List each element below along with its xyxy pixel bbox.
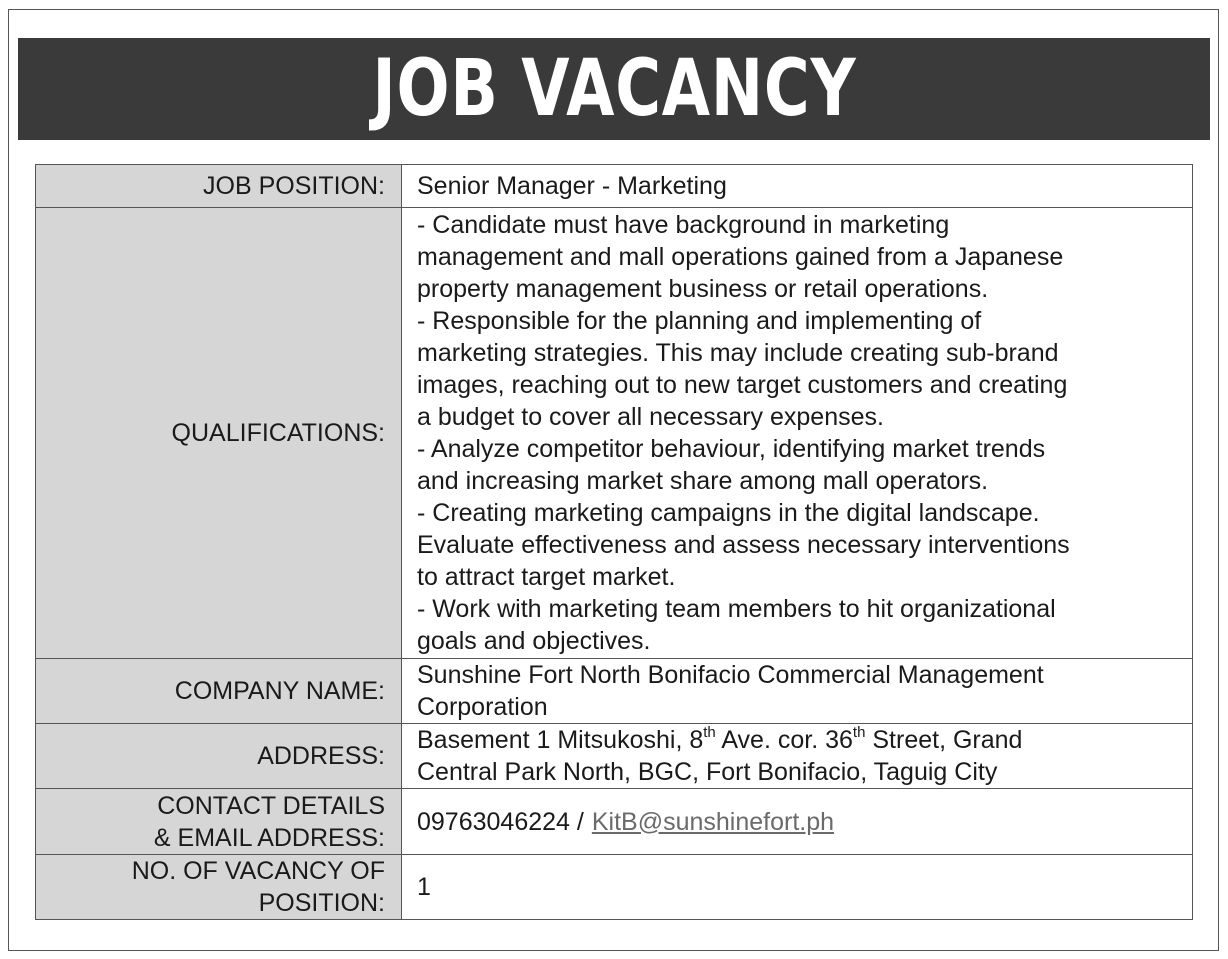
job-position-label: JOB POSITION: — [36, 165, 402, 208]
qualification-line: a budget to cover all necessary expenses. — [417, 403, 884, 431]
qualification-line: - Candidate must have background in marketing — [417, 211, 950, 239]
job-details-table — [35, 164, 1193, 920]
ordinal-suffix: th — [852, 724, 866, 741]
qualification-line: marketing strategies. This may include creating sub-brand — [417, 339, 1059, 367]
vacancies-value: 1 — [402, 855, 1193, 920]
qualification-line: - Analyze competitor behaviour, identifying market trends — [417, 435, 1046, 463]
company-name-line: Sunshine Fort North Bonifacio Commercial Management — [417, 661, 1044, 689]
qualifications-label: QUALIFICATIONS: — [36, 208, 402, 659]
address-text: Ave. cor. 36 — [715, 726, 853, 754]
address-label: ADDRESS: — [36, 724, 402, 789]
contact-label-line: & EMAIL ADDRESS: — [153, 823, 385, 852]
company-name-label: COMPANY NAME: — [36, 659, 402, 724]
vacancies-label — [36, 855, 402, 920]
ordinal-suffix: th — [703, 724, 716, 741]
qualification-line: Evaluate effectiveness and assess necessary interventions — [417, 531, 1070, 559]
qualification-line: goals and objectives. — [417, 627, 651, 655]
qualification-line: property management business or retail operations. — [417, 275, 989, 303]
address-line-1 — [417, 724, 1184, 756]
qualification-line: management and mall operations gained from a Japanese — [417, 243, 1064, 271]
contact-label — [36, 789, 402, 855]
job-position-row — [36, 165, 1193, 208]
company-name-line: Corporation — [417, 693, 548, 721]
qualifications-value — [402, 208, 1193, 659]
vacancies-label-line: NO. OF VACANCY OF — [131, 857, 385, 885]
qualification-line: - Responsible for the planning and implementing of — [417, 307, 982, 335]
contact-label-line: CONTACT DETAILS — [157, 791, 385, 820]
qualification-line: and increasing market share among mall operators. — [417, 467, 989, 495]
vacancies-label-line: POSITION: — [258, 889, 385, 917]
company-name-value — [402, 659, 1193, 724]
address-row — [36, 724, 1193, 789]
address-text: Street, Grand — [865, 726, 1023, 754]
phone-number: 09763046224 / — [417, 807, 584, 836]
contact-value — [402, 789, 1193, 855]
contact-row — [36, 789, 1193, 855]
address-value — [402, 724, 1193, 789]
qualification-line: to attract target market. — [417, 563, 676, 591]
qualification-line: - Work with marketing team members to hit organizational — [417, 595, 1056, 623]
address-text: Basement 1 Mitsukoshi, 8 — [417, 726, 704, 754]
job-position-value: Senior Manager - Marketing — [402, 165, 1193, 208]
qualification-line: images, reaching out to new target customers and creating — [417, 371, 1068, 399]
company-name-row — [36, 659, 1193, 724]
title-banner — [18, 38, 1210, 140]
qualification-line: - Creating marketing campaigns in the digital landscape. — [417, 499, 1040, 527]
email-link[interactable]: KitB@sunshinefort.ph — [591, 807, 835, 836]
address-line-2: Central Park North, BGC, Fort Bonifacio, Taguig City — [417, 758, 998, 786]
page-title: JOB VACANCY — [372, 44, 856, 134]
vacancies-row — [36, 855, 1193, 920]
qualifications-row — [36, 208, 1193, 659]
